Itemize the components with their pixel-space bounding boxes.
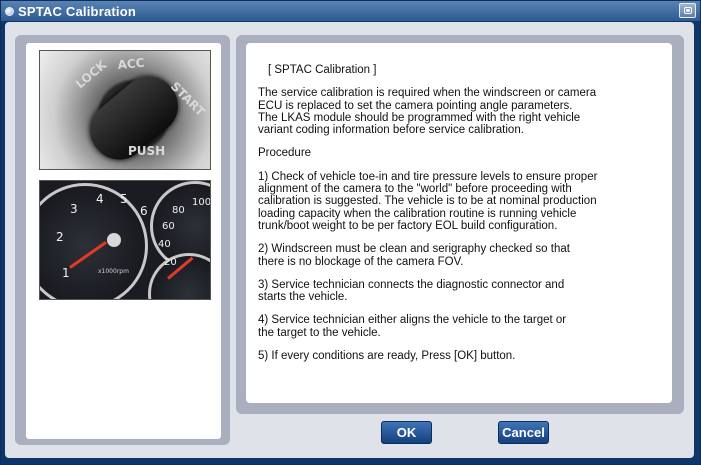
procedure-step-2: 2) Windscreen must be clean and serigraphy checked so that there is no blockage of the camera FOV. [258,243,570,268]
ignition-labels [40,51,211,170]
procedure-label: Procedure [258,147,312,160]
tach-label-5: 5 [120,192,128,206]
procedure-step-5: 5) If every conditions are ready, Press [OK] button. [258,350,516,363]
ignition-key-photo [39,50,211,170]
ignition-label-lock: LOCK [72,57,110,92]
speed-label-40: 40 [158,239,171,250]
tach-label-4: 4 [96,192,104,206]
tach-label-6: 6 [140,204,148,218]
tach-unit-label: x1000rpm [98,268,129,275]
calibration-instructions [258,64,664,373]
ok-button[interactable]: OK [381,421,432,444]
tach-label-3: 3 [70,202,78,216]
camera-icon[interactable] [679,3,696,18]
cancel-button[interactable]: Cancel [498,421,549,444]
speed-label-60: 60 [162,221,175,232]
instructions-heading: [ SPTAC Calibration ] [268,64,377,76]
tach-label-2: 2 [56,230,64,244]
instrument-cluster-photo [39,180,211,300]
ignition-label-start: START [167,79,208,119]
tach-label-1: 1 [62,266,70,280]
gauge-labels [40,181,211,300]
procedure-step-4: 4) Service technician either aligns the vehicle to the target or the target to the vehicle. [258,314,567,339]
instructions-intro: The service calibration is required when the windscreen or camera ECU is replaced to set the camera pointing angle parameters. The LKAS module should be programmed with the right vehicle variant coding information before service calibration. [258,87,597,137]
speed-label-80: 80 [172,205,185,216]
ignition-label-acc: ACC [117,55,146,72]
speed-label-100: 100 [192,197,212,208]
procedure-step-1: 1) Check of vehicle toe-in and tire pressure levels to ensure proper alignment of the camera to the "world" before proceeding with calibration is suggested. The vehicle is to be at nominal production loading capacity when the calibration routine is running vehicle trunk/boot weight to be per factory EOL build configuration. [258,170,598,232]
title-bar [1,1,700,21]
speed-label-20: 20 [164,257,177,268]
window-icon [5,7,14,16]
window-title: SPTAC Calibration [18,3,137,19]
procedure-step-3: 3) Service technician connects the diagnostic connector and starts the vehicle. [258,278,565,304]
ignition-label-push: PUSH [128,144,166,158]
